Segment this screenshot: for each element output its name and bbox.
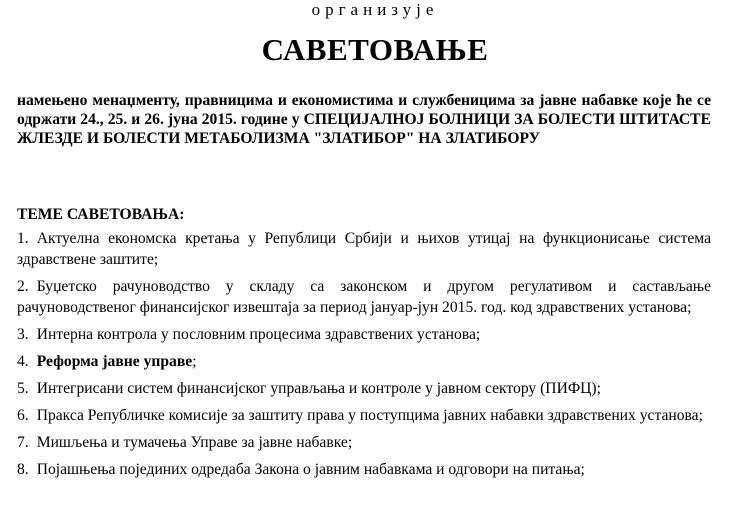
topic-text: Појашњења појединих одредаба Закона о јавним набавкама и одговори на питања; <box>36 461 585 478</box>
topic-item-5 <box>17 378 711 399</box>
topic-text-suffix: ; <box>192 353 197 370</box>
topic-number: 8. <box>17 461 29 478</box>
topic-item-8 <box>17 459 711 480</box>
topic-text-bold: Реформа јавне управе <box>36 353 193 370</box>
topic-number: 4. <box>17 353 29 370</box>
topic-number: 3. <box>17 326 29 343</box>
topic-item-4 <box>17 351 711 372</box>
topic-item-3 <box>17 324 711 345</box>
topic-text: Интегрисани систем финансијског управљања и контроле у јавном сектору (ПИФЦ); <box>36 380 601 397</box>
topic-number: 7. <box>17 434 29 451</box>
topic-text: Актуелна економска кретања у Републици Србији и њихов утицај на функционисање система здравствене заштите; <box>17 230 711 268</box>
organizes-line: организује <box>311 0 439 19</box>
topic-text: Интерна контрола у пословним процесима здравствених установа; <box>36 326 481 343</box>
topic-text: Буџетско рачуноводство у складу са законском и другом регулативом и састављање рачуноводственог финансијског извештаја за период јануар-јун 2015. год. код здравствених установа; <box>17 278 711 316</box>
topic-number: 6. <box>17 407 29 424</box>
topic-text: Пракса Републичке комисије за заштиту права у поступцима јавних набавки здравствених установа; <box>36 407 703 424</box>
topic-number: 1. <box>17 230 29 247</box>
topic-item-1 <box>17 228 711 270</box>
topic-item-6 <box>17 405 711 426</box>
topics-heading: ТЕМЕ САВЕТОВАЊА: <box>17 206 185 223</box>
topic-number: 2. <box>17 278 29 295</box>
topic-item-2 <box>17 276 711 318</box>
topic-number: 5. <box>17 380 29 397</box>
topics-list <box>17 228 711 486</box>
topic-text: Мишљења и тумачења Управе за јавне набавке; <box>36 434 353 451</box>
document-title: САВЕТОВАЊЕ <box>261 32 489 67</box>
topic-item-7 <box>17 432 711 453</box>
intro-paragraph: намењено менаџменту, правницима и економистима и службеницима за јавне набавке које ће се одржати 24., 25. и 26. јуна 2015. године у СПЕЦИЈАЛНОЈ БОЛНИЦИ ЗА БОЛЕСТИ ШТИТАСТЕ ЖЛЕЗДЕ И БОЛЕСТИ МЕТАБОЛИЗМА "ЗЛАТИБОР" НА ЗЛАТИБОРУ <box>17 92 711 147</box>
